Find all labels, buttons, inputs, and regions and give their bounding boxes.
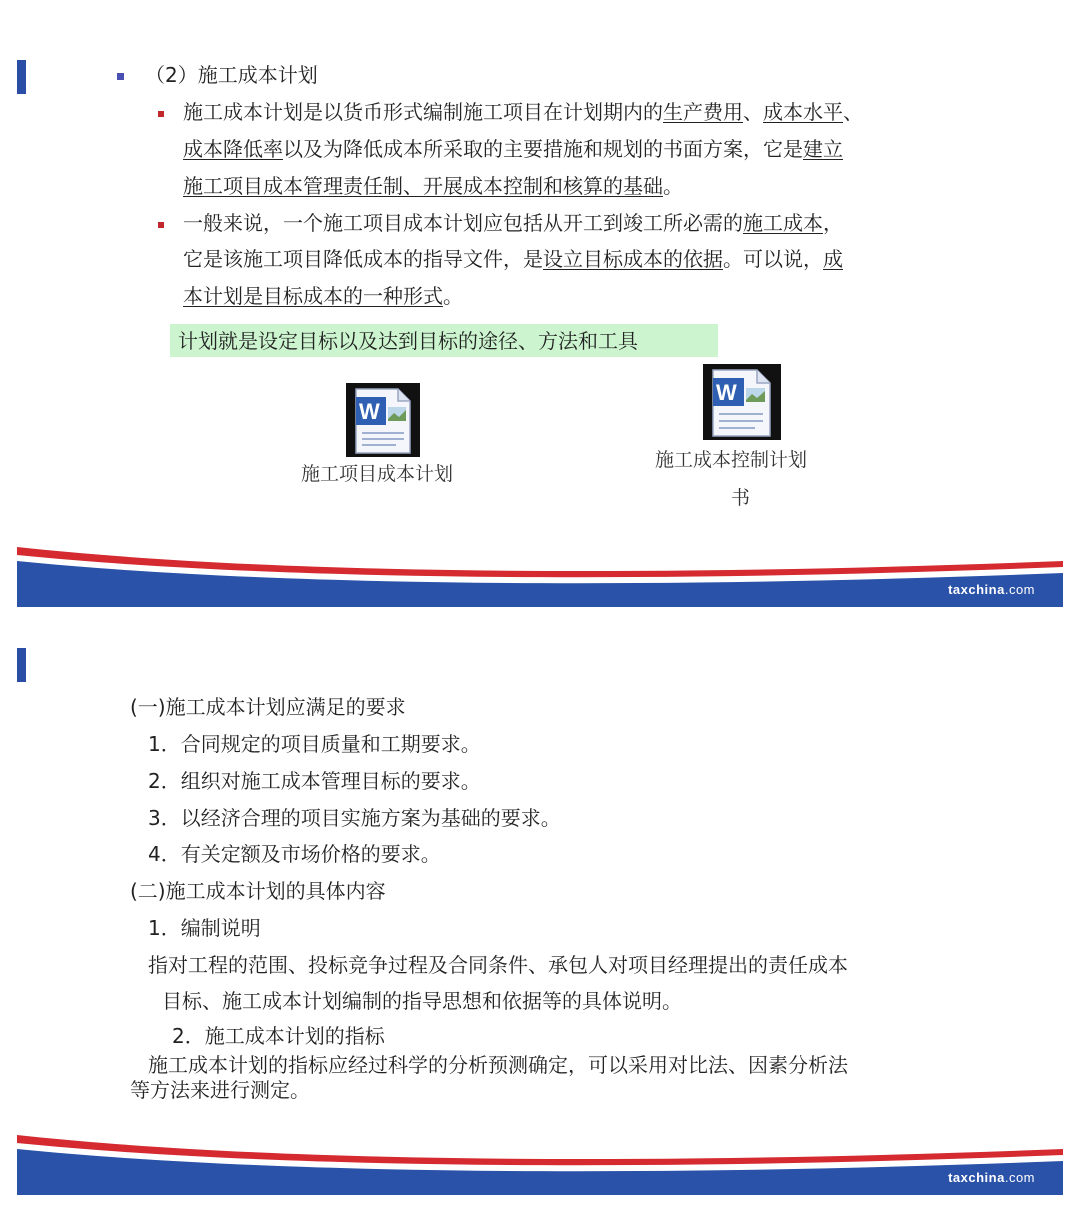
bullet2-line1: 一般来说，一个施工项目成本计划应包括从开工到竣工所必需的施工成本，: [183, 211, 843, 235]
content-line: 4．有关定额及市场价格的要求。: [148, 842, 441, 866]
slide-accent-bar: [17, 648, 26, 682]
footer-swoosh: [17, 1133, 1063, 1195]
brand-logo: taxchina.com: [948, 582, 1035, 597]
slide-footer: [17, 545, 1063, 607]
content-line: 指对工程的范围、投标竞争过程及合同条件、承包人对项目经理提出的责任成本: [148, 953, 848, 977]
bullet1-line3: 施工项目成本管理责任制、开展成本控制和核算的基础。: [183, 174, 683, 198]
slide-2: [0, 608, 1080, 1209]
slide-accent-bar: [17, 60, 26, 94]
brand-logo: taxchina.com: [948, 1170, 1035, 1185]
content-line: 目标、施工成本计划编制的指导思想和依据等的具体说明。: [162, 989, 682, 1013]
slide-footer: [17, 1133, 1063, 1195]
highlight-text: 计划就是设定目标以及达到目标的途径、方法和工具: [178, 329, 638, 353]
file-label[interactable]: 施工成本控制计划: [655, 449, 808, 471]
content-line: 2．组织对施工成本管理目标的要求。: [148, 769, 481, 793]
svg-text:W: W: [716, 380, 737, 405]
content-line: 3．以经济合理的项目实施方案为基础的要求。: [148, 806, 561, 830]
content-line: 1．合同规定的项目质量和工期要求。: [148, 732, 481, 756]
bullet-square-icon: [117, 73, 124, 80]
content-line: 等方法来进行测定。: [130, 1078, 310, 1102]
bullet1-line2: 成本降低率以及为降低成本所采取的主要措施和规划的书面方案，它是建立: [183, 137, 843, 161]
word-document-icon[interactable]: [703, 364, 781, 444]
svg-text:W: W: [359, 399, 380, 424]
bullet-square-icon: [158, 222, 164, 228]
file-label-continued[interactable]: 书: [731, 487, 751, 509]
file-label[interactable]: 施工项目成本计划: [301, 463, 454, 485]
bullet2-line2: 它是该施工项目降低成本的指导文件，是设立目标成本的依据。可以说，成: [183, 247, 843, 271]
content-line: 2．施工成本计划的指标: [172, 1024, 385, 1048]
content-line: 1．编制说明: [148, 916, 261, 940]
footer-swoosh: [17, 545, 1063, 607]
bullet1-line1: 施工成本计划是以货币形式编制施工项目在计划期内的生产费用、成本水平、: [183, 100, 863, 124]
content-line: (一)施工成本计划应满足的要求: [130, 695, 406, 719]
content-line: (二)施工成本计划的具体内容: [130, 879, 386, 903]
word-document-icon[interactable]: [346, 383, 420, 461]
bullet-square-icon: [158, 111, 164, 117]
section-heading: （2）施工成本计划: [145, 63, 318, 87]
content-line: 施工成本计划的指标应经过科学的分析预测确定，可以采用对比法、因素分析法: [148, 1053, 848, 1077]
bullet2-line3: 本计划是目标成本的一种形式。: [183, 284, 463, 308]
